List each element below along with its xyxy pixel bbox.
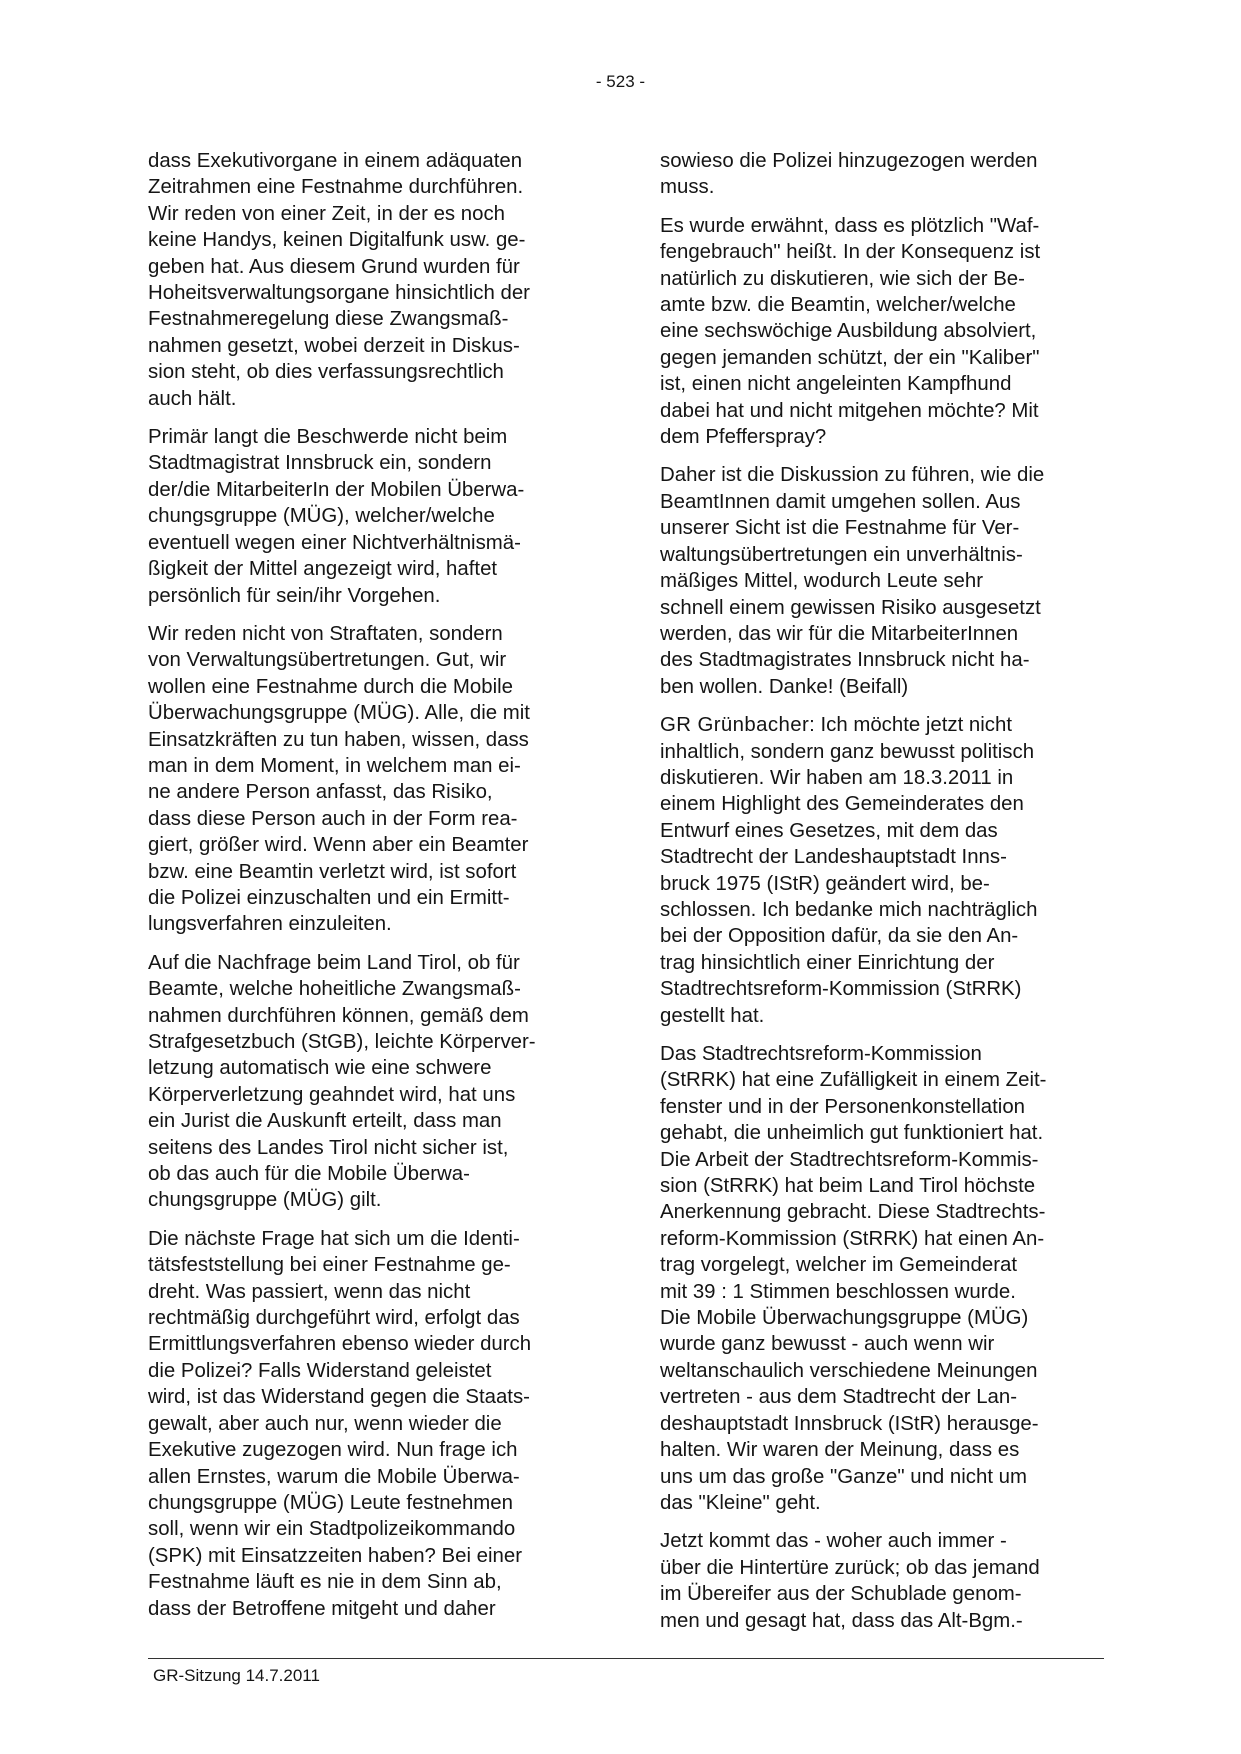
paragraph: Daher ist die Diskussion zu führen, wie die BeamtInnen damit umgehen sollen. Aus unserer Sicht ist die Festnahme für Ver- waltungsübertretungen ein unverhältnis- mäßiges Mittel, wodurch Leute sehr schnell einem gewissen Risiko ausgesetzt werden, das wir für die MitarbeiterInnen des Stadtmagistrates Innsbruck nicht ha- ben wollen. Danke! (Beifall) (660, 464, 1045, 698)
footer-divider (148, 1658, 1104, 1659)
paragraph: sowieso die Polizei hinzugezogen werden muss. (660, 150, 1038, 199)
right-column (660, 148, 1108, 1646)
left-column (148, 148, 596, 1634)
speaker-name: GR Grünbacher (660, 714, 810, 737)
paragraph: Das Stadtrechtsreform-Kommission (StRRK) hat eine Zufälligkeit in einem Zeit- fenster und in der Personenkonstellation gehabt, die unheimlich gut funktioniert hat. Die Arbeit der Stadtrechtsreform-Kommis- sion (StRRK) hat beim Land Tirol höchste Anerkennung gebracht. Diese Stadtrechts- reform-Kommission (StRRK) hat einen An- trag vorgelegt, welcher im Gemeinderat mit 39 : 1 Stimmen beschlossen wurde. Die Mobile Überwachungsgruppe (MÜG) wurde ganz bewusst - auch wenn wir weltanschaulich verschiedene Meinungen vertreten - aus dem Stadtrecht der Lan- deshauptstadt Innsbruck (IStR) herausge- halten. Wir waren der Meinung, dass es uns um das große "Ganze" und nicht um das "Kleine" geht. (660, 1043, 1047, 1514)
speaker-paragraph (660, 712, 1108, 1029)
paragraph: Es wurde erwähnt, dass es plötzlich "Waf- fengebrauch" heißt. In der Konsequenz ist natürlich zu diskutieren, wie sich der Be- amte bzw. die Beamtin, welcher/welche eine sechswöchige Ausbildung absolviert, gegen jemanden schützt, der ein "Kaliber" ist, einen nicht angeleinten Kampfhund dabei hat und nicht mitgehen möchte? Mit dem Pfefferspray? (660, 214, 1041, 449)
speaker-text: : Ich möchte jetzt nicht inhaltlich, sondern ganz bewusst politisch diskutieren. Wir haben am 18.3.2011 in einem Highlight des Gemeinderates den Entwurf eines Gesetzes, mit dem das Stadtrecht der Landeshauptstadt Inns- bruck 1975 (IStR) geändert wird, be- schlossen. Ich bedanke mich nachträglich bei der Opposition dafür, da sie den An- trag hinsichtlich einer Einrichtung der Stadtrechtsreform-Kommission (StRRK) gestellt hat. (660, 714, 1038, 1027)
paragraph: Auf die Nachfrage beim Land Tirol, ob für Beamte, welche hoheitliche Zwangsmaß- nahmen durchführen können, gemäß dem Strafgesetzbuch (StGB), leichte Körperver- letzung automatisch wie eine schwere Körperverletzung geahndet wird, hat uns ein Jurist die Auskunft erteilt, dass man seitens des Landes Tirol nicht sicher ist, ob das auch für die Mobile Überwa- chungsgruppe (MÜG) gilt. (148, 951, 536, 1212)
paragraph: Wir reden nicht von Straftaten, sondern von Verwaltungsübertretungen. Gut, wir wollen eine Festnahme durch die Mobile Überwachungsgruppe (MÜG). Alle, die mit Einsatzkräften zu tun haben, wissen, dass man in dem Moment, in welchem man ei- ne andere Person anfasst, das Risiko, dass diese Person auch in der Form rea- giert, größer wird. Wenn aber ein Beamter bzw. eine Beamtin verletzt wird, ist sofort die Polizei einzuschalten und ein Ermitt- lungsverfahren einzuleiten. (148, 622, 530, 936)
paragraph: Die nächste Frage hat sich um die Identi- tätsfeststellung bei einer Festnahme ge- dreht. Was passiert, wenn das nicht rechtmäßig durchgeführt wird, erfolgt das Ermittlungsverfahren ebenso wieder durch die Polizei? Falls Widerstand geleistet wird, ist das Widerstand gegen die Staats- gewalt, aber auch nur, wenn wieder die Exekutive zugezogen wird. Nun frage ich allen Ernstes, warum die Mobile Überwa- chungsgruppe (MÜG) Leute festnehmen soll, wenn wir ein Stadtpolizeikommando (SPK) mit Einsatzzeiten haben? Bei einer Festnahme läuft es nie in dem Sinn ab, dass der Betroffene mitgeht und daher (148, 1227, 532, 1620)
page-number: - 523 - (595, 72, 646, 91)
paragraph: Jetzt kommt das - woher auch immer - über die Hintertüre zurück; ob das jemand im Übereifer aus der Schublade genom- men und gesagt hat, dass das Alt-Bgm.- (660, 1530, 1040, 1632)
footer-session-label: GR-Sitzung 14.7.2011 (153, 1666, 320, 1685)
paragraph: dass Exekutivorgane in einem adäquaten Zeitrahmen eine Festnahme durchführen. Wir reden von einer Zeit, in der es noch keine Handys, keinen Digitalfunk usw. ge- geben hat. Aus diesem Grund wurden für Hoheitsverwaltungsorgane hinsichtlich der Festnahmeregelung diese Zwangsmaß- nahmen gesetzt, wobei derzeit in Diskus- sion steht, ob dies verfassungsrechtlich auch hält. (148, 150, 530, 410)
paragraph: Primär langt die Beschwerde nicht beim Stadtmagistrat Innsbruck ein, sondern der/die MitarbeiterIn der Mobilen Überwa- chungsgruppe (MÜG), welcher/welche eventuell wegen einer Nichtverhältnismä- ßigkeit der Mittel angezeigt wird, haftet persönlich für sein/ihr Vorgehen. (148, 426, 525, 607)
